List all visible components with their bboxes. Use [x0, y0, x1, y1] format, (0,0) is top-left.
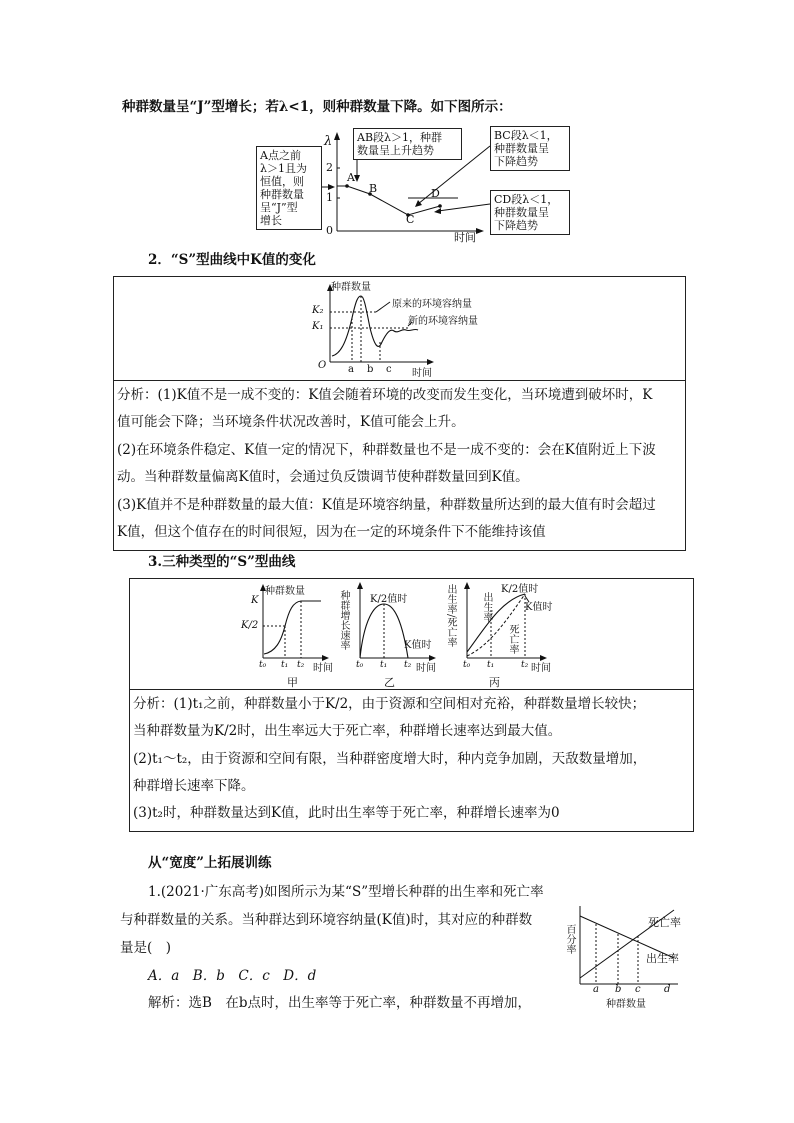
bing-caption: 丙: [489, 676, 500, 689]
bing-t2: t₂: [521, 660, 529, 670]
analysis2-line-1: 分析：(1)t₁之前，种群数量小于K/2，由于资源和空间相对充裕，种群数量增长较快；: [133, 696, 646, 712]
q-x-label: 种群数量: [606, 999, 646, 1010]
callout-cd: CD段λ＜1， 种群数量呈 下降趋势: [490, 190, 570, 235]
yi-note-top: K/2值时: [370, 594, 408, 605]
analysis1-line-6: K值，但这个值存在的时间很短，因为在一定的环境条件下不能维持该值: [117, 524, 546, 540]
section3-title: 3.三种类型的“S”型曲线: [148, 554, 296, 570]
answer-options: A．a B．b C．c D．d: [148, 968, 317, 984]
q-death-label: 死亡率: [648, 916, 681, 929]
analysis1-line-3: (2)在环境条件稳定、K值一定的情况下，种群数量也不是一成不变的：会在K值附近上下波: [117, 442, 656, 458]
point-a: A: [347, 171, 355, 184]
analysis2-line-3: (2)t₁～t₂，由于资源和空间有限，当种群密度增大时，种内竞争加剧，天敌数量增加，: [133, 751, 647, 767]
point-d: D: [431, 187, 440, 200]
q-tick-b: b: [615, 984, 622, 995]
lambda-tick-1: 1: [326, 191, 333, 204]
analysis1-line-5: (3)K值并不是种群数量的最大值：K值是环境容纳量，种群数量所达到的最大值有时会超过: [117, 497, 656, 513]
bing-note-top: K/2值时: [501, 584, 539, 595]
analysis1-line-2: 值可能会下降；当环境条件状况改善时，K值可能会上升。: [117, 414, 465, 430]
k-figure: [300, 278, 520, 378]
jia-x-label: 时间: [313, 663, 333, 674]
tick-a: a: [348, 364, 354, 375]
point-b: B: [369, 182, 378, 195]
origin-label: O: [318, 360, 327, 371]
bing-x-label: 时间: [531, 663, 551, 674]
analysis2-line-4: 种群增长速率下降。: [133, 778, 255, 794]
graph-bing: [445, 580, 555, 688]
callout-ab: AB段λ＞1，种群 数量呈上升趋势: [353, 128, 462, 160]
yi-t1: t₁: [380, 660, 388, 670]
q-tick-a: a: [593, 984, 599, 995]
callout-before-a: A点之前 λ＞1且为 恒值，则 种群数量 呈“J”型 增长: [256, 146, 322, 230]
lambda-tick-0: 0: [326, 224, 333, 237]
jia-k-tick: K: [251, 595, 259, 606]
k1-tick: K₁: [312, 321, 324, 332]
bing-t1: t₁: [487, 660, 495, 670]
jia-t0: t₀: [259, 660, 267, 670]
callout-bc: BC段λ＜1， 种群数量呈 下降趋势: [490, 126, 570, 171]
lambda-x-label: 时间: [454, 231, 476, 244]
analysis2-line-5: (3)t₂时，种群数量达到K值，此时出生率等于死亡率，种群增长速率为0: [133, 805, 560, 821]
bing-birth-label: 出生率: [481, 592, 492, 622]
jia-t2: t₂: [297, 660, 305, 670]
tick-b: b: [367, 364, 374, 375]
q-tick-d: d: [664, 984, 671, 995]
s-box-separator: [129, 689, 693, 690]
lambda-tick-2: 2: [326, 161, 333, 174]
label-new-k: 新的环境容纳量: [408, 316, 478, 327]
question-figure: [560, 900, 690, 1010]
analysis1-line-4: 动。当种群数量偏离K值时，会通过负反馈调节使种群数量回到K值。: [117, 469, 529, 485]
jia-k2-tick: K/2: [241, 620, 259, 631]
bing-y-label: 出生率/死亡率: [445, 584, 456, 648]
q-y-label: 百分率: [564, 924, 575, 954]
jia-t1: t₁: [281, 660, 289, 670]
k2-tick: K₂: [312, 305, 324, 316]
graph-yi: [340, 580, 445, 688]
question-line-2: 与种群数量的关系。当种群达到环境容纳量(K值)时，其对应的种群数: [120, 912, 533, 928]
analysis2-line-2: 当种群数量为K/2时，出生率远大于死亡率，种群增长速率达到最大值。: [133, 723, 562, 739]
graph-jia: [237, 580, 337, 688]
yi-t2: t₂: [404, 660, 412, 670]
bing-t0: t₀: [463, 660, 471, 670]
q-birth-label: 出生率: [646, 952, 679, 965]
yi-note-right: K值时: [404, 640, 432, 651]
question-line-3: 量是( ): [120, 940, 172, 956]
bing-death-label: 死亡率: [507, 624, 518, 654]
section2-title: 2．“S”型曲线中K值的变化: [148, 252, 316, 268]
yi-x-label: 时间: [416, 663, 436, 674]
q-tick-c: c: [635, 984, 641, 995]
extend-title: 从“宽度”上拓展训练: [148, 855, 272, 871]
k-y-label: 种群数量: [331, 282, 371, 293]
k-x-label: 时间: [412, 368, 432, 379]
jia-caption: 甲: [287, 676, 298, 689]
intro-line: 种群数量呈“J”型增长；若λ<1，则种群数量下降。如下图所示：: [122, 99, 512, 115]
yi-t0: t₀: [356, 660, 364, 670]
question-line-1: 1.(2021·广东高考)如图所示为某“S”型增长种群的出生率和死亡率: [148, 884, 544, 900]
bing-note-k: K值时: [525, 602, 553, 613]
jia-y-label: 种群数量: [265, 586, 305, 597]
yi-caption: 乙: [384, 676, 395, 689]
point-c: C: [406, 213, 415, 226]
tick-c: c: [386, 364, 392, 375]
yi-y-label: 种群增长速率: [338, 590, 349, 650]
k-box-separator: [113, 380, 685, 381]
label-old-k: 原来的环境容纳量: [392, 299, 472, 310]
analysis1-line-1: 分析：(1)K值不是一成不变的：K值会随着环境的改变而发生变化，当环境遭到破坏时，K: [117, 387, 653, 403]
lambda-axis-label: λ: [324, 134, 333, 149]
answer-explanation: 解析：选B 在b点时，出生率等于死亡率，种群数量不再增加，: [148, 995, 532, 1011]
